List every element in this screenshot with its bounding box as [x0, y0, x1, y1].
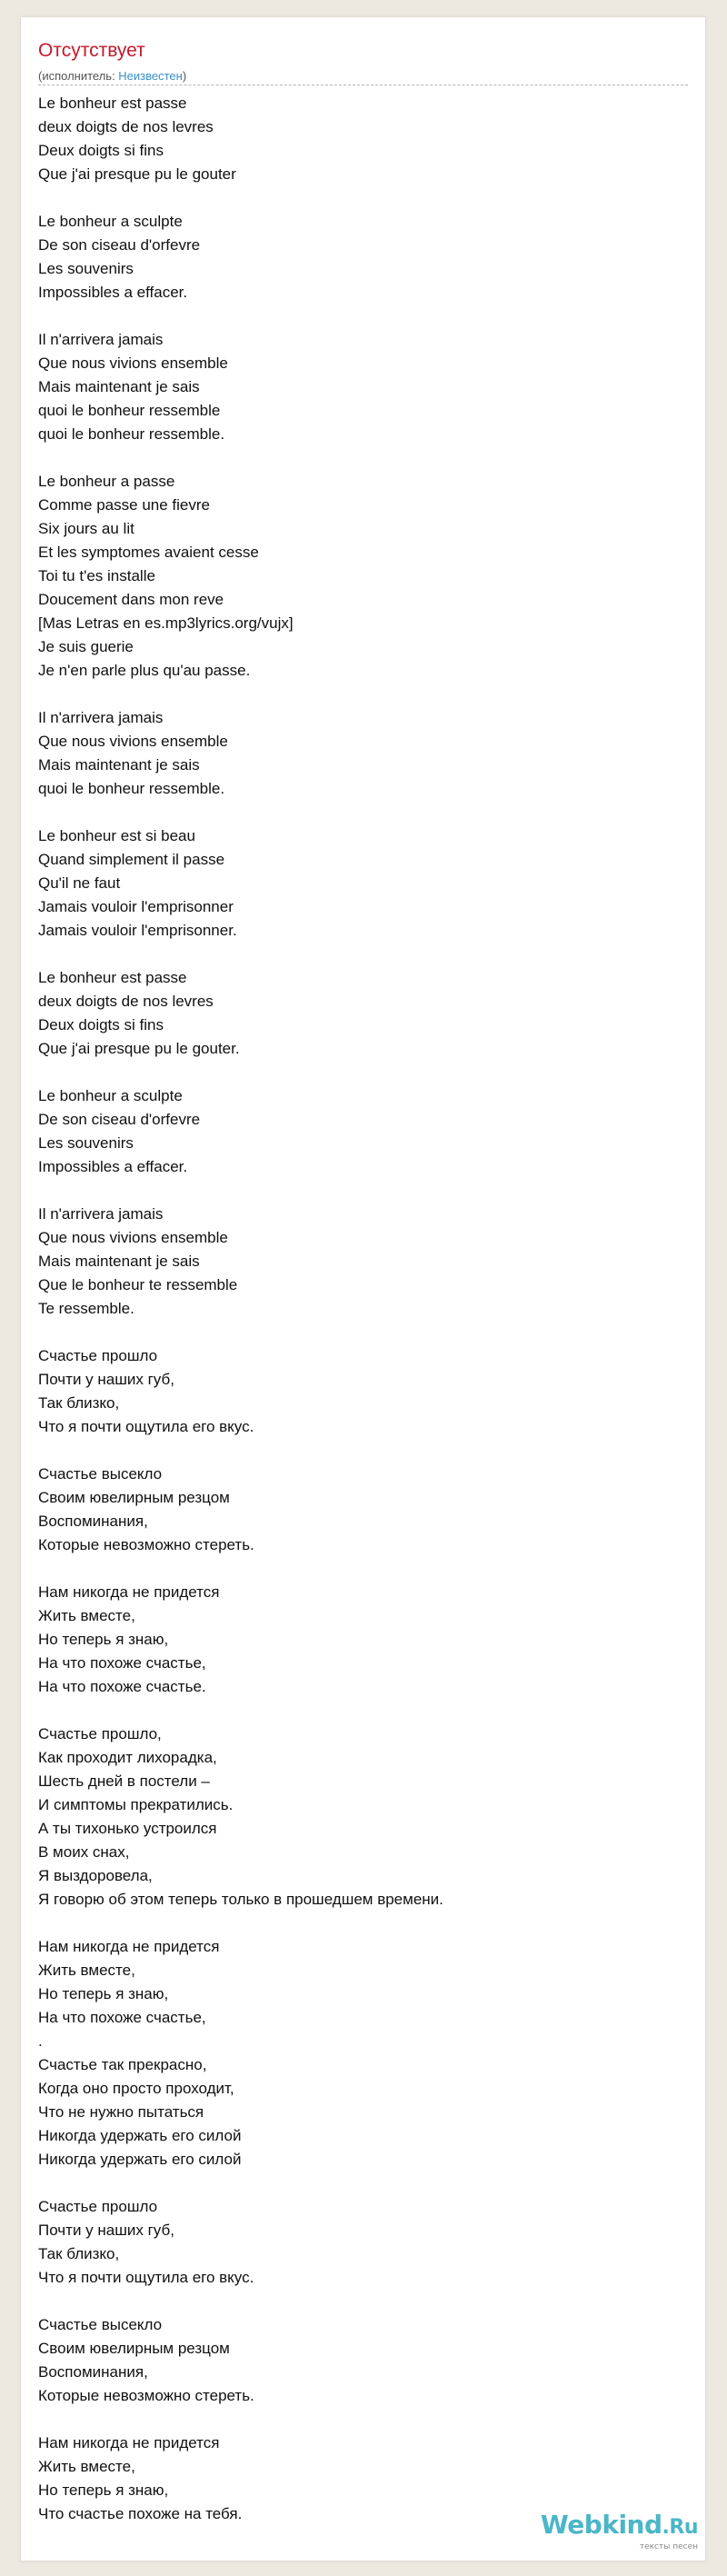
artist-suffix: ): [182, 69, 187, 83]
lyrics-line: De son ciseau d'orfevre: [38, 1111, 201, 1128]
lyrics-line: Как проходит лихорадка,: [38, 1749, 217, 1766]
lyrics-line: Жить вместе,: [38, 2458, 135, 2475]
lyrics-stanza: [38, 1722, 688, 1912]
lyrics-line: Что не нужно пытаться: [38, 2103, 204, 2121]
lyrics-line: Что я почти ощутила его вкус.: [38, 2269, 254, 2286]
site-logo[interactable]: [541, 2511, 698, 2551]
lyrics-line: Своим ювелирным резцом: [38, 1489, 230, 1506]
logo-tld: .Ru: [662, 2516, 698, 2539]
lyrics-line: Comme passe une fievre: [38, 496, 210, 514]
lyrics-stanza: [38, 1581, 688, 1699]
lyrics-line: Воспоминания,: [38, 1513, 148, 1530]
lyrics-line: Никогда удержать его силой: [38, 2151, 242, 2168]
lyrics-line: Te ressemble.: [38, 1300, 134, 1317]
lyrics-line: Нам никогда не придется: [38, 1938, 220, 1955]
lyrics-line: Я говорю об этом теперь только в прошедшем времени.: [38, 1891, 443, 1908]
lyrics-stanza: [38, 210, 688, 305]
lyrics-line: Что я почти ощутила его вкус.: [38, 1418, 254, 1435]
lyrics-line: Нам никогда не придется: [38, 1583, 220, 1601]
lyrics-line: Счастье высекло: [38, 2316, 163, 2333]
lyrics-line: Воспоминания,: [38, 2363, 148, 2381]
lyrics-stanza: [38, 1935, 688, 2172]
logo-tagline: тексты песен: [639, 2542, 698, 2551]
lyrics-line: Счастье прошло: [38, 1347, 158, 1364]
lyrics-line: Jamais vouloir l'emprisonner: [38, 898, 234, 915]
lyrics-line: Своим ювелирным резцом: [38, 2340, 230, 2357]
lyrics-stanza: [38, 1463, 688, 1557]
lyrics-line: .: [38, 2032, 43, 2050]
lyrics-line: Жить вместе,: [38, 1607, 135, 1624]
lyrics-line: Le bonheur a sculpte: [38, 213, 183, 230]
lyrics-line: Que nous vivions ensemble: [38, 733, 228, 750]
logo-wordmark: [541, 2511, 698, 2541]
lyrics-page: [20, 16, 706, 2561]
lyrics-stanza: [38, 1203, 688, 1321]
lyrics-line: deux doigts de nos levres: [38, 118, 214, 135]
lyrics-line: Почти у наших губ,: [38, 2222, 174, 2239]
lyrics-line: Le bonheur a passe: [38, 473, 175, 490]
lyrics-line: quoi le bonheur ressemble.: [38, 425, 225, 443]
lyrics-line: Le bonheur a sculpte: [38, 1087, 183, 1104]
lyrics-line: А ты тихонько устроился: [38, 1820, 217, 1837]
lyrics-line: Six jours au lit: [38, 520, 134, 537]
lyrics-line: В моих снах,: [38, 1843, 130, 1861]
lyrics-text: [38, 92, 688, 2550]
lyrics-line: Il n'arrivera jamais: [38, 331, 164, 348]
lyrics-line: Почти у наших губ,: [38, 1371, 174, 1388]
lyrics-line: deux doigts de nos levres: [38, 993, 214, 1010]
song-title: Отсутствует: [38, 40, 145, 61]
lyrics-stanza: [38, 2313, 688, 2408]
lyrics-line: Что счастье похоже на тебя.: [38, 2505, 243, 2522]
lyrics-line: Quand simplement il passe: [38, 851, 225, 868]
lyrics-stanza: [38, 966, 688, 1061]
lyrics-line: De son ciseau d'orfevre: [38, 236, 201, 254]
lyrics-line: Счастье прошло: [38, 2198, 158, 2215]
lyrics-line: Je suis guerie: [38, 638, 134, 655]
lyrics-line: Mais maintenant je sais: [38, 756, 200, 774]
lyrics-stanza: [38, 2195, 688, 2290]
lyrics-line: Toi tu t'es installe: [38, 567, 155, 584]
lyrics-stanza: [38, 1344, 688, 1439]
lyrics-line: Которые невозможно стереть.: [38, 2387, 254, 2404]
lyrics-line: Il n'arrivera jamais: [38, 709, 164, 726]
artist-prefix: (исполнитель:: [38, 69, 119, 83]
lyrics-line: Jamais vouloir l'emprisonner.: [38, 922, 237, 939]
lyrics-line: quoi le bonheur ressemble.: [38, 780, 225, 797]
lyrics-line: Mais maintenant je sais: [38, 1253, 200, 1270]
lyrics-line: Que j'ai presque pu le gouter.: [38, 1040, 240, 1057]
lyrics-line: Когда оно просто проходит,: [38, 2080, 234, 2097]
lyrics-line: [Mas Letras en es.mp3lyrics.org/vujx]: [38, 614, 294, 632]
lyrics-stanza: [38, 470, 688, 683]
lyrics-stanza: [38, 1084, 688, 1179]
lyrics-stanza: [38, 92, 688, 186]
lyrics-line: Deux doigts si fins: [38, 142, 164, 159]
lyrics-line: Счастье прошло,: [38, 1725, 162, 1742]
lyrics-line: Que le bonheur te ressemble: [38, 1276, 238, 1293]
lyrics-line: Les souvenirs: [38, 1134, 134, 1152]
lyrics-line: Жить вместе,: [38, 1962, 135, 1979]
lyrics-line: Mais maintenant je sais: [38, 378, 200, 395]
lyrics-line: Но теперь я знаю,: [38, 2481, 169, 2499]
lyrics-line: И симптомы прекратились.: [38, 1796, 234, 1813]
lyrics-line: Que j'ai presque pu le gouter: [38, 165, 236, 183]
lyrics-line: Qu'il ne faut: [38, 874, 121, 892]
lyrics-line: Deux doigts si fins: [38, 1016, 164, 1033]
lyrics-line: Но теперь я знаю,: [38, 1631, 169, 1648]
lyrics-line: Doucement dans mon reve: [38, 591, 224, 608]
lyrics-stanza: [38, 328, 688, 446]
lyrics-stanza: [38, 824, 688, 943]
lyrics-line: Нам никогда не придется: [38, 2434, 220, 2451]
lyrics-line: Шесть дней в постели –: [38, 1772, 210, 1790]
artist-link[interactable]: Неизвестен: [118, 69, 183, 83]
lyrics-line: Счастье так прекрасно,: [38, 2056, 207, 2073]
lyrics-line: Le bonheur est passe: [38, 969, 187, 986]
lyrics-line: Но теперь я знаю,: [38, 1985, 169, 2002]
lyrics-line: Счастье высекло: [38, 1465, 163, 1483]
artist-line: [38, 68, 186, 85]
lyrics-line: Les souvenirs: [38, 260, 134, 277]
lyrics-line: Impossibles a effacer.: [38, 1158, 188, 1175]
lyrics-line: На что похоже счастье,: [38, 2009, 206, 2026]
lyrics-line: Которые невозможно стереть.: [38, 1536, 254, 1553]
lyrics-line: Que nous vivions ensemble: [38, 354, 228, 372]
lyrics-line: quoi le bonheur ressemble: [38, 402, 221, 419]
lyrics-line: Так близко,: [38, 2245, 120, 2262]
lyrics-line: Et les symptomes avaient cesse: [38, 544, 259, 561]
lyrics-line: Никогда удержать его силой: [38, 2127, 242, 2144]
lyrics-line: Le bonheur est si beau: [38, 827, 195, 844]
lyrics-line: Que nous vivions ensemble: [38, 1229, 228, 1246]
lyrics-line: Le bonheur est passe: [38, 95, 187, 112]
lyrics-line: Impossibles a effacer.: [38, 284, 188, 301]
lyrics-line: На что похоже счастье,: [38, 1654, 206, 1672]
lyrics-line: На что похоже счастье.: [38, 1678, 206, 1695]
lyrics-stanza: [38, 706, 688, 801]
lyrics-line: Il n'arrivera jamais: [38, 1205, 164, 1223]
lyrics-line: Я выздоровела,: [38, 1867, 153, 1884]
lyrics-line: Je n'en parle plus qu'au passe.: [38, 662, 251, 679]
logo-name: Webkind: [540, 2510, 662, 2540]
lyrics-line: Так близко,: [38, 1394, 120, 1412]
